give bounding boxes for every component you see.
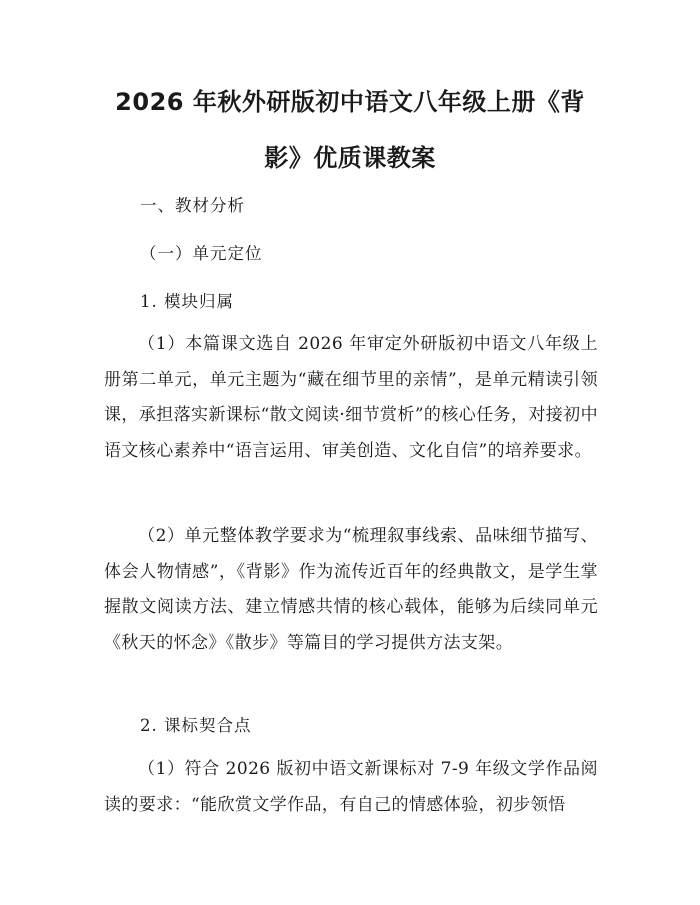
title-line-1: 2026 年秋外研版初中语文八年级上册《背 [115, 88, 585, 116]
paragraph-1: （1）本篇课文选自 2026 年审定外研版初中语文八年级上册第二单元，单元主题为“藏在细节里的亲情”，是单元精读引领课，承担落实新课标“散文阅读·细节赏析”的核心任务，对接初中语文核心素养中“语言运用、审美创造、文化自信”的培养要求。 [104, 334, 598, 461]
item-heading-1: 1. 模块归属 [140, 292, 234, 311]
title-line-2: 影》优质课教案 [264, 144, 436, 172]
paragraph-2: （2）单元整体教学要求为“梳理叙事线索、品味细节描写、体会人物情感”，《背影》作为流传近百年的经典散文，是学生掌握散文阅读方法、建立情感共情的核心载体，能够为后续同单元《秋天的怀念》《散步》等篇目的学习提供方法支架。 [104, 526, 598, 653]
item-heading-2: 2. 课标契合点 [140, 716, 252, 735]
subsection-heading: （一）单元定位 [140, 244, 263, 263]
document-title [104, 74, 596, 186]
section-heading: 一、教材分析 [140, 196, 245, 215]
paragraph-3: （1）符合 2026 版初中语文新课标对 7-9 年级文学作品阅读的要求：“能欣赏文学作品，有自己的情感体验，初步领悟 [104, 759, 598, 815]
